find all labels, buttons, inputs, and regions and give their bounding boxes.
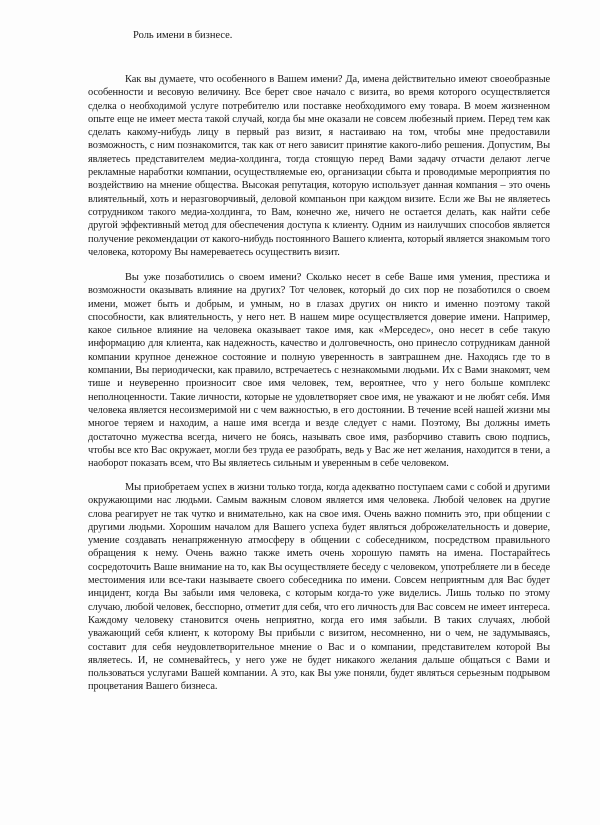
document-title: Роль имени в бизнесе. xyxy=(133,30,233,41)
paragraph-2: Вы уже позаботились о своем имени? Сколько несет в себе Ваше имя умения, престижа и возможности оказывать влияние на других? Тот человек, который до сих пор не позаботился о своем имени, может быть и добрым, и умным, но в глазах других он никто и именно поэтому такой способности, как влиятельность, у него нет. В нашем мире осуществляется доверие имени. Например, какое сильное влияние на человека оказывает такое имя, как «Мерседес», оно несет в себе такую информацию для клиента, как надежность, качество и долговечность, оно принесло сотрудникам данной компании крупное денежное состояние и полную уверенность в завтрашнем дне. Находясь где то в компании, Вы периодически, как правило, встречаетесь с незнакомыми людьми. Их с Вами знакомят, чем тише и неувереннo произносит свое имя человек, тем, вероятнее, что у него больше комплекс неполноценности. Такие личности, которые не удовлетворяет свое имя, не уважают и не любят себя. Имя человека является несоизмеримой ни с чем важностью, в его достоянии. В течение всей нашей жизни мы многое теряем и находим, а наше имя всегда и везде следует с нами. Поэтому, Вы должны иметь достаточно мужества всегда, ничего не боясь, называть свое имя, разборчиво ставить свою подпись, чтобы все кто Вас окружает, могли без труда ее разобрать, ведь у Вас же нет желания, находится в тени, а наоборот показать всем, что Вы являетесь сильным и уверенным в себе человеком. xyxy=(88,272,550,470)
paragraph-1: Как вы думаете, что особенного в Вашем имени? Да, имена действительно имеют своеобразные особенности и весовую величину. Все берет свое начало с визита, во время которого осуществляется сделка о необходимой услуге потребителю или поставке необходимого ему товара. В моем жизненном опыте еще не имеет места такой случай, когда бы мне оказали не совсем любезный прием. Перед тем как сделать какому-нибудь лицу в первый раз визит, я настаиваю на том, чтобы мне предоставили возможность, с ним познакомится, так как от него зависит принятие какого-либо решения. Допустим, Вы являетесь представителем медиа-холдинга, тогда стоящую перед Вами задачу отчасти делают легче рекламные наработки компании, осуществляемые ею, организации сбыта и проводимые мероприятия по воздействию на мнение общества. Высокая репутация, которую использует данная компания – это очень влиятельный, хоть и неразговорчивый, деловой компаньон при каждом визите. Если же Вы не являетесь сотрудником такого медиа-холдинга, то Вам, конечно же, ничего не остается делать, как найти себе другой эффективный метод для обеспечения доступа к клиенту. Одним из наилучших способов является получение рекомендации от какого-нибудь постоянного Вашего клиента, который является знакомым того человека, которому Вы намереваетесь осуществить визит. xyxy=(88,74,550,258)
paragraph-3: Мы приобретаем успех в жизни только тогда, когда адекватно поступаем сами с собой и другими окружающими нас людьми. Самым важным словом является имя человека. Любой человек на другие слова реагирует не так чутко и внимательно, как на свое имя. Очень важно помнить это, при общении с другими людьми. Хорошим началом для Вашего успеха будет являться доброжелательность и доверие, умение создавать ненапряженную атмосферу в общении с собеседником, посредством правильного обращения к нему. Очень важно также иметь очень хорошую память на имена. Постарайтесь сосредоточить Ваше внимание на то, как Вы осуществляете беседу с человеком, употребляете ли в беседе местоимения или все-таки называете своего собеседника по имени. Совсем неприятным для Вас будет инцидент, когда Вы забыли имя человека, с которым когда-то уже виделись. Лишь только по этому случаю, любой человек, бесспорно, отметит для себя, что его личность для Вас совсем не имеет интереса. Каждому человеку становится очень неприятно, когда его имя забыли. В таких случаях, любой уважающий себя клиент, к которому Вы прибыли с визитом, несомненно, ни о чем, не задумываясь, составит для себя неудовлетворительное мнение о Вас и о компании, представителем которой Вы являетесь. И, не сомневайтесь, у него уже не будет никакого желания дальше общаться с Вами и пользоваться услугами Вашей компании. А это, как Вы уже поняли, будет являться серьезным подрывом процветания Вашего бизнеса. xyxy=(88,482,550,693)
